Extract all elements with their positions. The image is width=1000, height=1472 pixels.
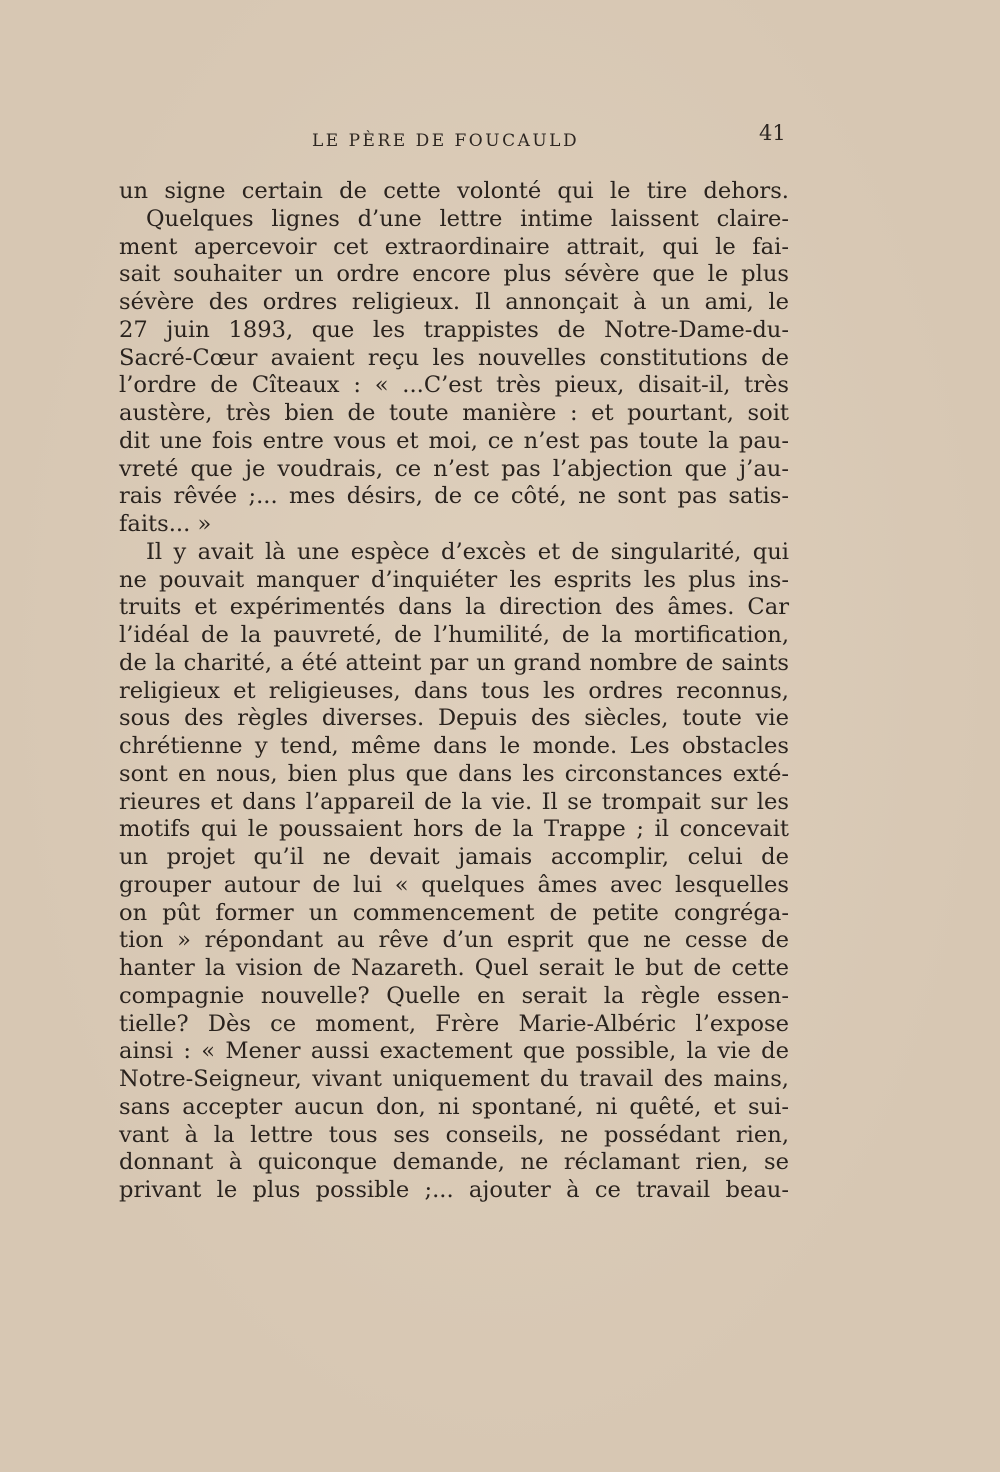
text-line: donnant à quiconque demande, ne réclamant rien, se bbox=[119, 1149, 789, 1176]
text-line: hanter la vision de Nazareth. Quel serait le but de cette bbox=[119, 955, 789, 981]
text-line: sans accepter aucun don, ni spontané, ni quêté, et sui- bbox=[119, 1093, 789, 1120]
text-line: Sacré-Cœur avaient reçu les nouvelles constitutions de bbox=[119, 344, 789, 371]
text-line: privant le plus possible ;... ajouter à ce travail beau- bbox=[119, 1177, 789, 1203]
text-line: un projet qu’il ne devait jamais accomplir, celui de bbox=[119, 844, 789, 870]
text-line: sait souhaiter un ordre encore plus sévère que le plus bbox=[119, 261, 789, 288]
text-line: grouper autour de lui « quelques âmes avec lesquelles bbox=[119, 871, 789, 898]
text-line: truits et expérimentés dans la direction des âmes. Car bbox=[119, 594, 789, 621]
text-line: sous des règles diverses. Depuis des siècles, toute vie bbox=[119, 705, 789, 732]
text-line: austère, très bien de toute manière : et pourtant, soit bbox=[119, 400, 789, 426]
text-line: ment apercevoir cet extraordinaire attrait, qui le fai- bbox=[119, 233, 789, 260]
text-line: vreté que je voudrais, ce n’est pas l’abjection que j’au- bbox=[119, 455, 789, 482]
text-line: chrétienne y tend, même dans le monde. Les obstacles bbox=[119, 733, 789, 759]
text-line: faits... » bbox=[119, 511, 212, 537]
text-line: compagnie nouvelle? Quelle en serait la règle essen- bbox=[119, 982, 789, 1009]
text-line: rais rêvée ;... mes désirs, de ce côté, ne sont pas satis- bbox=[119, 483, 789, 510]
text-line: rieures et dans l’appareil de la vie. Il se trompait sur les bbox=[119, 788, 789, 815]
text-line: dit une fois entre vous et moi, ce n’est pas toute la pau- bbox=[119, 427, 789, 454]
text-line: Quelques lignes d’une lettre intime laissent claire- bbox=[146, 205, 789, 232]
text-line: vant à la lettre tous ses conseils, ne possédant rien, bbox=[119, 1121, 789, 1148]
text-line: un signe certain de cette volonté qui le tire dehors. bbox=[119, 178, 789, 204]
text-line: sévère des ordres religieux. Il annonçait à un ami, le bbox=[119, 289, 789, 315]
text-line: motifs qui le poussaient hors de la Trappe ; il concevait bbox=[119, 816, 789, 843]
text-line: 27 juin 1893, que les trappistes de Notre-Dame-du- bbox=[119, 316, 789, 343]
text-line: ainsi : « Mener aussi exactement que possible, la vie de bbox=[119, 1038, 789, 1065]
page-number: 41 bbox=[759, 121, 786, 145]
text-line: tion » répondant au rêve d’un esprit que ne cesse de bbox=[119, 927, 789, 954]
text-line: religieux et religieuses, dans tous les ordres reconnus, bbox=[119, 677, 789, 704]
text-line: Il y avait là une espèce d’excès et de singularité, qui bbox=[146, 538, 789, 565]
text-line: tielle? Dès ce moment, Frère Marie-Albéric l’expose bbox=[119, 1010, 789, 1037]
body-text bbox=[119, 178, 789, 1205]
text-line: de la charité, a été atteint par un grand nombre de saints bbox=[119, 649, 789, 676]
text-line: on pût former un commencement de petite congréga- bbox=[119, 899, 789, 926]
text-line: sont en nous, bien plus que dans les circonstances exté- bbox=[119, 760, 789, 787]
running-title: LE PÈRE DE FOUCAULD bbox=[312, 131, 580, 151]
text-line: l’ordre de Cîteaux : « ...C’est très pieux, disait-il, très bbox=[119, 372, 789, 399]
text-line: ne pouvait manquer d’inquiéter les esprits les plus ins- bbox=[119, 566, 789, 593]
text-line: Notre-Seigneur, vivant uniquement du travail des mains, bbox=[119, 1066, 789, 1092]
text-line: l’idéal de la pauvreté, de l’humilité, de la mortification, bbox=[119, 622, 789, 648]
